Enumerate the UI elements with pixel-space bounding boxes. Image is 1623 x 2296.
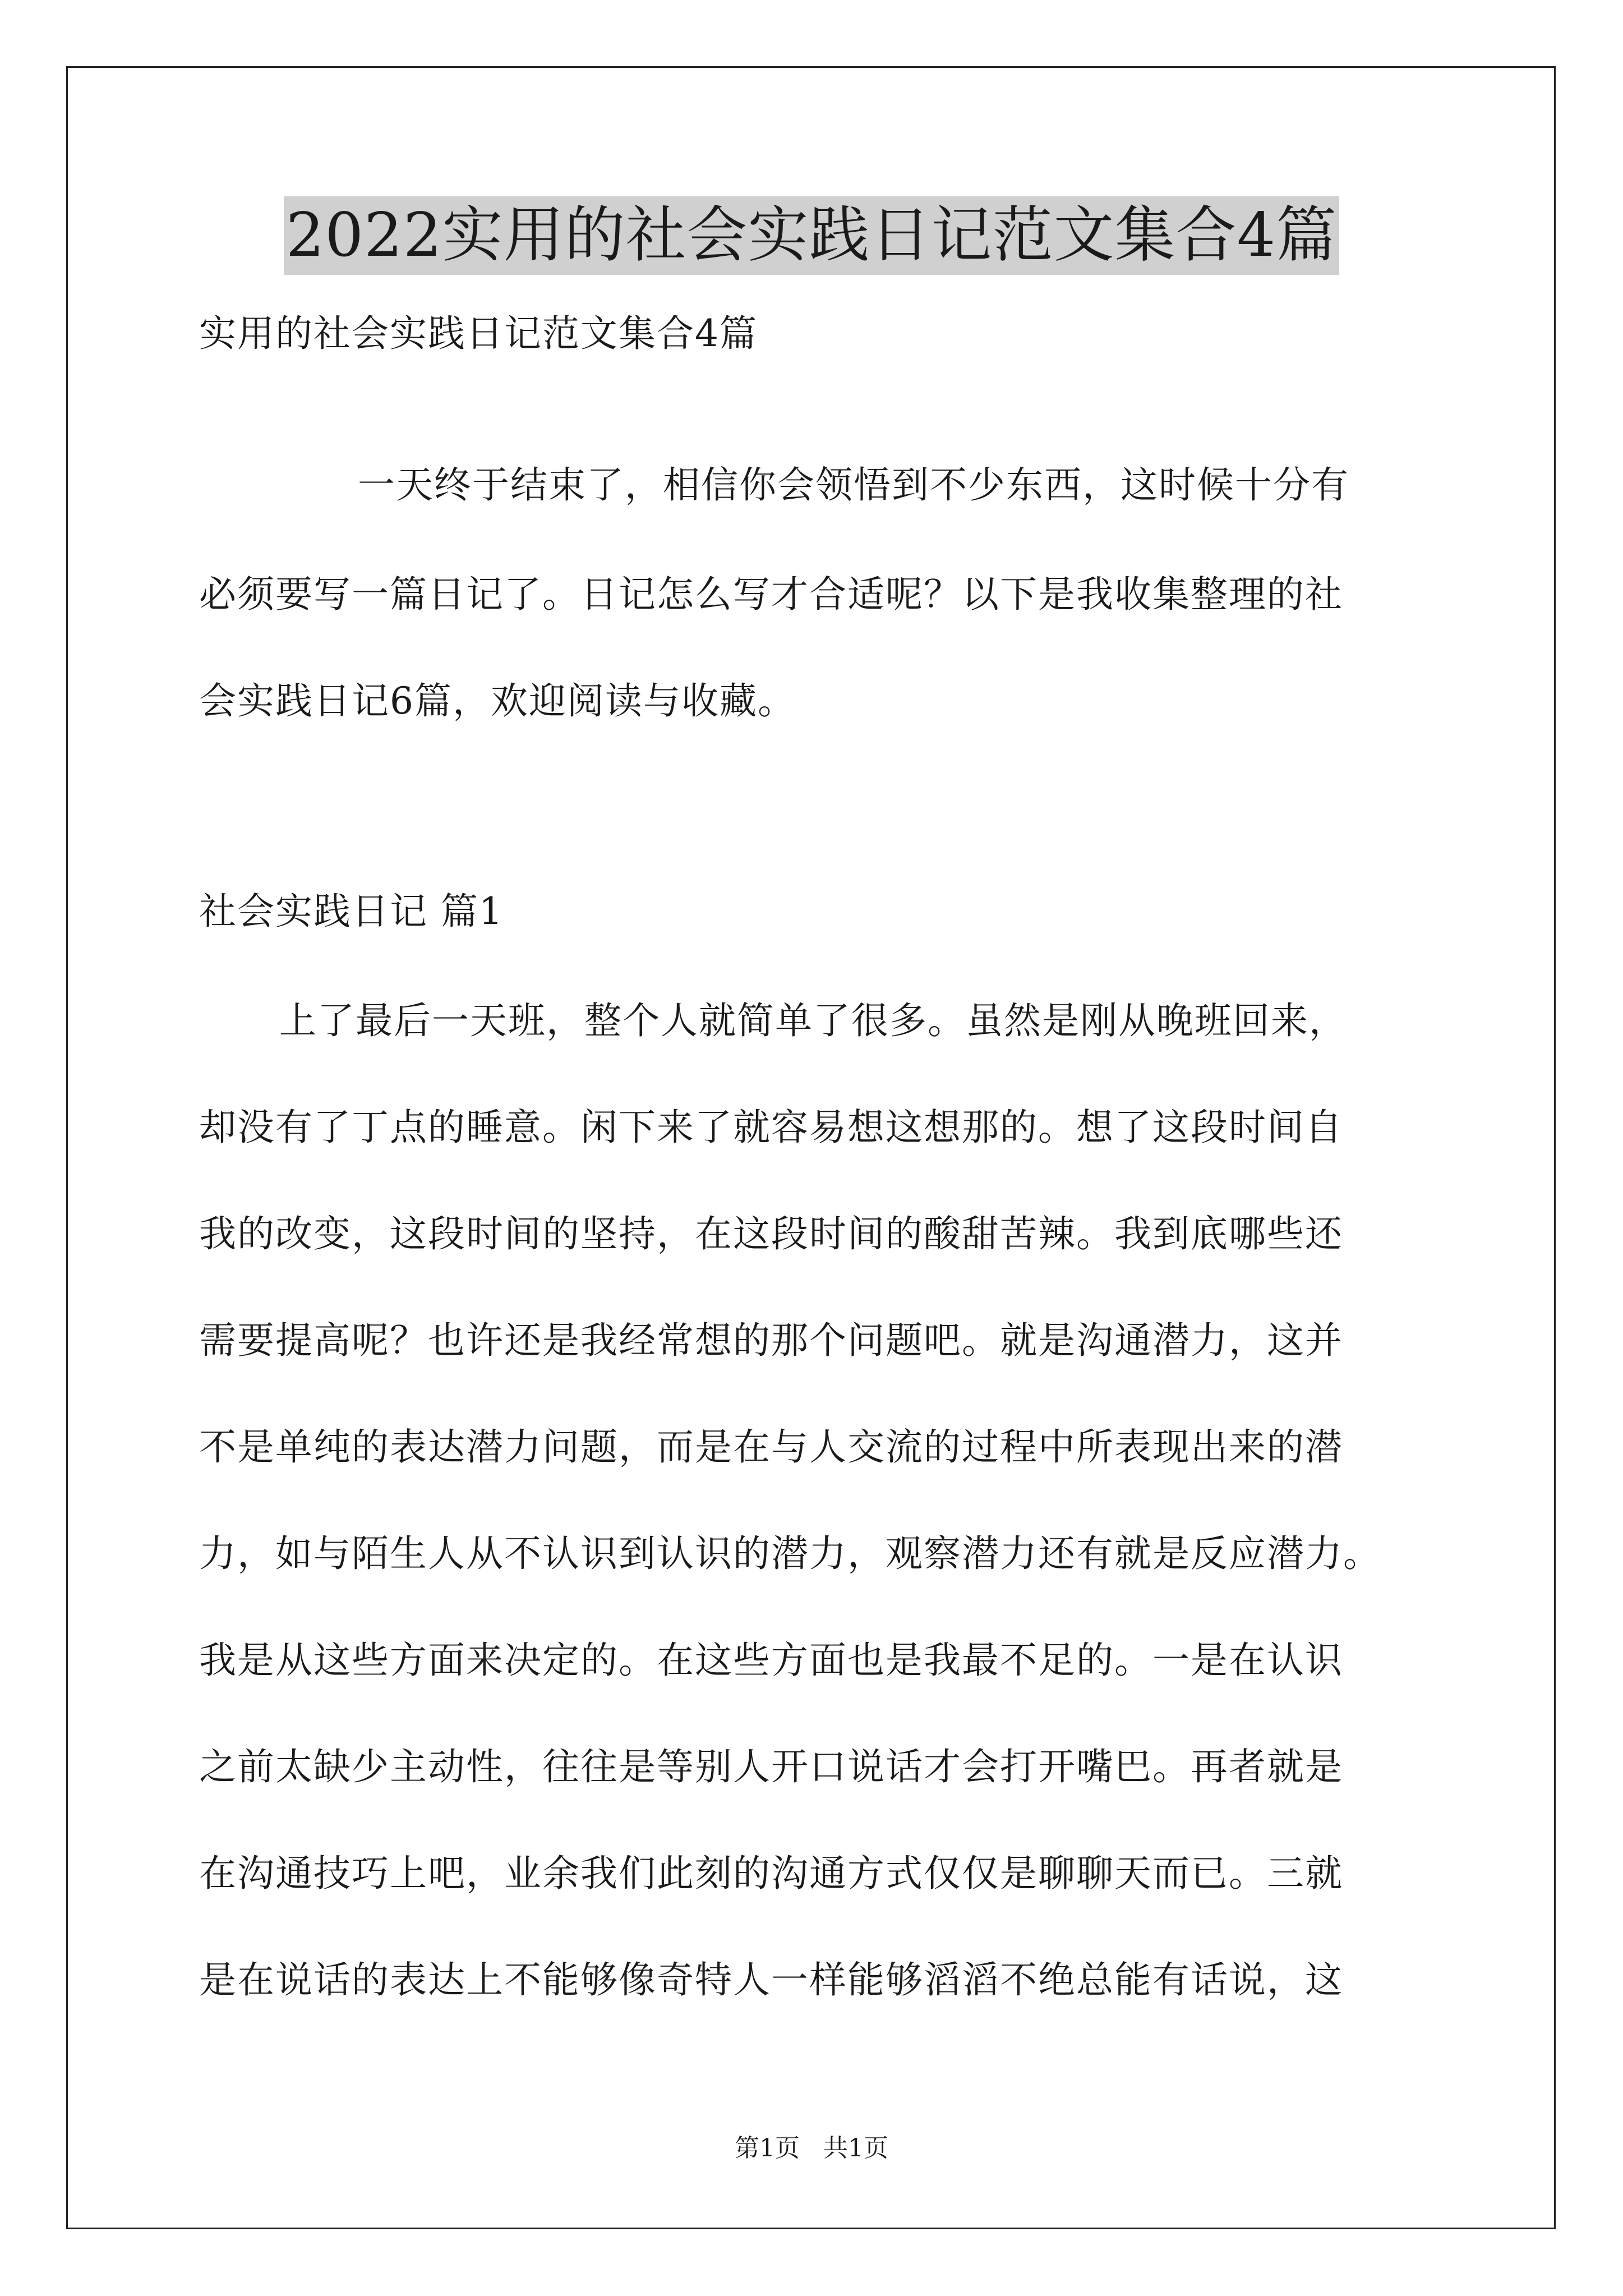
body-line-10: 是在说话的表达上不能够像奇特人一样能够滔滔不绝总能有话说，这 <box>199 1958 1343 2001</box>
body-line-2: 却没有了丁点的睡意。闲下来了就容易想这想那的。想了这段时间自 <box>199 1106 1343 1149</box>
document-title: 2022实用的社会实践日记范文集合4篇 <box>284 196 1340 275</box>
page-number-total: 共1页 <box>823 2134 888 2162</box>
body-line-5: 不是单纯的表达潜力问题，而是在与人交流的过程中所表现出来的潜 <box>199 1425 1343 1469</box>
intro-line-2: 必须要写一篇日记了。日记怎么写才合适呢？以下是我收集整理的社 <box>199 573 1343 616</box>
body-line-3: 我的改变，这段时间的坚持，在这段时间的酸甜苦辣。我到底哪些还 <box>199 1212 1343 1255</box>
intro-line-3: 会实践日记6篇，欢迎阅读与收藏。 <box>199 679 796 723</box>
body-line-6: 力，如与陌生人从不认识到认识的潜力，观察潜力还有就是反应潜力。 <box>199 1532 1381 1575</box>
body-line-4: 需要提高呢？也许还是我经常想的那个问题吧。就是沟通潜力，这并 <box>199 1319 1343 1362</box>
page-number-current: 第1页 <box>735 2134 800 2162</box>
body-line-1: 上了最后一天班，整个人就简单了很多。虽然是刚从晚班回来， <box>279 999 1347 1042</box>
section-heading: 社会实践日记 篇1 <box>199 890 504 933</box>
body-line-9: 在沟通技巧上吧，业余我们此刻的沟通方式仅仅是聊聊天而已。三就 <box>199 1852 1343 1895</box>
intro-line-1: 一天终于结束了，相信你会领悟到不少东西，这时候十分有 <box>358 463 1349 507</box>
body-line-8: 之前太缺少主动性，往往是等别人开口说话才会打开嘴巴。再者就是 <box>199 1745 1343 1788</box>
document-subtitle: 实用的社会实践日记范文集合4篇 <box>199 312 758 355</box>
page-footer <box>0 2132 1623 2165</box>
body-line-7: 我是从这些方面来决定的。在这些方面也是我最不足的。一是在认识 <box>199 1639 1343 1682</box>
title-container <box>0 196 1623 275</box>
